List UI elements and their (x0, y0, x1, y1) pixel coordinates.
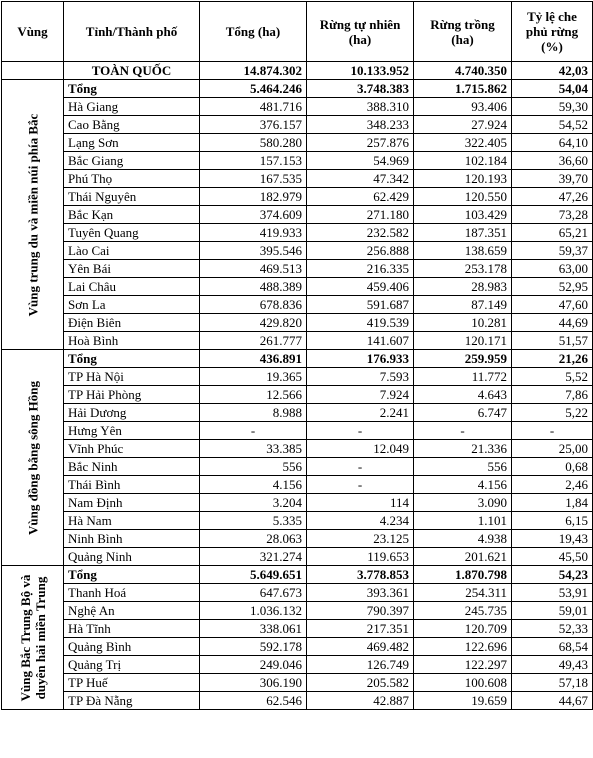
province-row (2, 170, 593, 188)
total-area: 182.979 (200, 188, 307, 206)
province-name: Bắc Giang (64, 152, 200, 170)
province-row (2, 440, 593, 458)
total-area: 678.836 (200, 296, 307, 314)
cover-rate: 44,69 (512, 314, 593, 332)
cover-rate: 47,60 (512, 296, 593, 314)
natural-forest: 348.233 (307, 116, 414, 134)
province-row (2, 152, 593, 170)
natural-forest: - (307, 476, 414, 494)
total-area: 647.673 (200, 584, 307, 602)
planted-forest: 253.178 (414, 260, 512, 278)
planted-forest: 245.735 (414, 602, 512, 620)
province-row (2, 386, 593, 404)
planted-forest: 201.621 (414, 548, 512, 566)
header-cover-rate: Tỷ lệ che phủ rừng (%) (512, 2, 593, 62)
planted-forest: 19.659 (414, 692, 512, 710)
planted-forest: 93.406 (414, 98, 512, 116)
province-row (2, 602, 593, 620)
total-area: 419.933 (200, 224, 307, 242)
header-natural-forest: Rừng tự nhiên (ha) (307, 2, 414, 62)
planted-forest: 4.156 (414, 476, 512, 494)
province-row (2, 404, 593, 422)
natural-forest: 393.361 (307, 584, 414, 602)
province-row (2, 548, 593, 566)
planted-forest: 27.924 (414, 116, 512, 134)
planted-forest: 4.643 (414, 386, 512, 404)
province-row (2, 98, 593, 116)
cover-rate: 64,10 (512, 134, 593, 152)
planted-forest: 6.747 (414, 404, 512, 422)
natural-forest: 176.933 (307, 350, 414, 368)
natural-forest: 42.887 (307, 692, 414, 710)
province-name: Hưng Yên (64, 422, 200, 440)
province-name: TP Hải Phòng (64, 386, 200, 404)
cover-rate: 65,21 (512, 224, 593, 242)
province-row (2, 188, 593, 206)
province-name: Cao Bằng (64, 116, 200, 134)
region-total-row (2, 80, 593, 98)
province-name: Lai Châu (64, 278, 200, 296)
total-area: 395.546 (200, 242, 307, 260)
total-area: 321.274 (200, 548, 307, 566)
header-row (2, 2, 593, 62)
province-name: Hà Giang (64, 98, 200, 116)
region-total-row (2, 350, 593, 368)
natural-forest: 7.593 (307, 368, 414, 386)
province-row (2, 260, 593, 278)
planted-forest: 1.715.862 (414, 80, 512, 98)
province-name: Sơn La (64, 296, 200, 314)
total-area: 338.061 (200, 620, 307, 638)
province-row (2, 242, 593, 260)
total-area: 5.649.651 (200, 566, 307, 584)
planted-forest: 21.336 (414, 440, 512, 458)
planted-forest: 100.608 (414, 674, 512, 692)
natural-forest: 12.049 (307, 440, 414, 458)
natural-forest: 388.310 (307, 98, 414, 116)
region-name-cell (2, 350, 64, 566)
province-name: Nam Định (64, 494, 200, 512)
cover-rate: 68,54 (512, 638, 593, 656)
cover-rate: 39,70 (512, 170, 593, 188)
natural-forest: 47.342 (307, 170, 414, 188)
total-area: 62.546 (200, 692, 307, 710)
province-name: TP Đà Nẵng (64, 692, 200, 710)
province-row (2, 134, 593, 152)
total-area: 374.609 (200, 206, 307, 224)
cover-rate: 47,26 (512, 188, 593, 206)
national-total: 14.874.302 (200, 62, 307, 80)
national-natural: 10.133.952 (307, 62, 414, 80)
province-name: Hải Dương (64, 404, 200, 422)
cover-rate: 54,04 (512, 80, 593, 98)
total-area: - (200, 422, 307, 440)
total-area: 1.036.132 (200, 602, 307, 620)
cover-rate: 57,18 (512, 674, 593, 692)
province-row (2, 584, 593, 602)
planted-forest: - (414, 422, 512, 440)
province-name: Tuyên Quang (64, 224, 200, 242)
province-row (2, 116, 593, 134)
natural-forest: 3.748.383 (307, 80, 414, 98)
forest-cover-table (1, 1, 593, 710)
cover-rate: 19,43 (512, 530, 593, 548)
natural-forest: 257.876 (307, 134, 414, 152)
total-area: 436.891 (200, 350, 307, 368)
total-area: 592.178 (200, 638, 307, 656)
province-name: Quảng Bình (64, 638, 200, 656)
planted-forest: 322.405 (414, 134, 512, 152)
cover-rate: 59,30 (512, 98, 593, 116)
province-name: Tổng (64, 566, 200, 584)
natural-forest: 23.125 (307, 530, 414, 548)
province-name: Hoà Bình (64, 332, 200, 350)
cover-rate: 51,57 (512, 332, 593, 350)
natural-forest: 3.778.853 (307, 566, 414, 584)
region-name-line: Vùng Bắc Trung Bộ và (17, 574, 33, 701)
cover-rate: 0,68 (512, 458, 593, 476)
planted-forest: 138.659 (414, 242, 512, 260)
total-area: 376.157 (200, 116, 307, 134)
province-name: Hà Tĩnh (64, 620, 200, 638)
planted-forest: 102.184 (414, 152, 512, 170)
province-name: Thái Nguyên (64, 188, 200, 206)
province-row (2, 620, 593, 638)
province-name: TP Hà Nội (64, 368, 200, 386)
cover-rate: 59,37 (512, 242, 593, 260)
cover-rate: 44,67 (512, 692, 593, 710)
cover-rate: 73,28 (512, 206, 593, 224)
natural-forest: 256.888 (307, 242, 414, 260)
cover-rate: 2,46 (512, 476, 593, 494)
total-area: 33.385 (200, 440, 307, 458)
cover-rate: - (512, 422, 593, 440)
province-row (2, 278, 593, 296)
cover-rate: 1,84 (512, 494, 593, 512)
natural-forest: 591.687 (307, 296, 414, 314)
natural-forest: 216.335 (307, 260, 414, 278)
cover-rate: 52,33 (512, 620, 593, 638)
province-name: Bắc Kạn (64, 206, 200, 224)
total-area: 481.716 (200, 98, 307, 116)
province-name: Nghệ An (64, 602, 200, 620)
province-row (2, 332, 593, 350)
province-row (2, 422, 593, 440)
province-name: Thanh Hoá (64, 584, 200, 602)
region-name (18, 574, 48, 701)
natural-forest: 4.234 (307, 512, 414, 530)
planted-forest: 103.429 (414, 206, 512, 224)
planted-forest: 4.938 (414, 530, 512, 548)
province-name: Ninh Bình (64, 530, 200, 548)
province-row (2, 494, 593, 512)
province-name: Phú Thọ (64, 170, 200, 188)
total-area: 8.988 (200, 404, 307, 422)
natural-forest: 119.653 (307, 548, 414, 566)
national-row (2, 62, 593, 80)
planted-forest: 120.193 (414, 170, 512, 188)
planted-forest: 187.351 (414, 224, 512, 242)
province-name: Tổng (64, 350, 200, 368)
cover-rate: 59,01 (512, 602, 593, 620)
cover-rate: 63,00 (512, 260, 593, 278)
province-name: Lạng Sơn (64, 134, 200, 152)
province-name: Thái Bình (64, 476, 200, 494)
province-name: TP Huế (64, 674, 200, 692)
province-row (2, 458, 593, 476)
province-row (2, 314, 593, 332)
planted-forest: 254.311 (414, 584, 512, 602)
province-row (2, 296, 593, 314)
cover-rate: 7,86 (512, 386, 593, 404)
national-empty-cell (2, 62, 64, 80)
planted-forest: 122.696 (414, 638, 512, 656)
province-row (2, 674, 593, 692)
cover-rate: 36,60 (512, 152, 593, 170)
national-planted: 4.740.350 (414, 62, 512, 80)
planted-forest: 556 (414, 458, 512, 476)
natural-forest: 469.482 (307, 638, 414, 656)
natural-forest: 2.241 (307, 404, 414, 422)
header-total: Tổng (ha) (200, 2, 307, 62)
cover-rate: 45,50 (512, 548, 593, 566)
total-area: 19.365 (200, 368, 307, 386)
cover-rate: 21,26 (512, 350, 593, 368)
province-row (2, 476, 593, 494)
region-name-cell (2, 80, 64, 350)
natural-forest: 141.607 (307, 332, 414, 350)
planted-forest: 120.550 (414, 188, 512, 206)
cover-rate: 6,15 (512, 512, 593, 530)
total-area: 5.335 (200, 512, 307, 530)
natural-forest: 54.969 (307, 152, 414, 170)
region-name: Vùng đồng bằng sông Hồng (25, 380, 40, 535)
total-area: 306.190 (200, 674, 307, 692)
region-name-cell (2, 566, 64, 710)
province-row (2, 368, 593, 386)
natural-forest: 205.582 (307, 674, 414, 692)
header-province: Tỉnh/Thành phố (64, 2, 200, 62)
province-row (2, 206, 593, 224)
cover-rate: 52,95 (512, 278, 593, 296)
province-row (2, 224, 593, 242)
natural-forest: 790.397 (307, 602, 414, 620)
header-region: Vùng (2, 2, 64, 62)
region-name-line: duyên hải miền Trung (32, 576, 48, 699)
cover-rate: 53,91 (512, 584, 593, 602)
province-name: Lào Cai (64, 242, 200, 260)
cover-rate: 5,52 (512, 368, 593, 386)
planted-forest: 28.983 (414, 278, 512, 296)
planted-forest: 3.090 (414, 494, 512, 512)
total-area: 429.820 (200, 314, 307, 332)
natural-forest: 114 (307, 494, 414, 512)
province-name: Vĩnh Phúc (64, 440, 200, 458)
planted-forest: 87.149 (414, 296, 512, 314)
total-area: 249.046 (200, 656, 307, 674)
total-area: 12.566 (200, 386, 307, 404)
planted-forest: 10.281 (414, 314, 512, 332)
planted-forest: 1.870.798 (414, 566, 512, 584)
province-row (2, 530, 593, 548)
cover-rate: 54,52 (512, 116, 593, 134)
cover-rate: 25,00 (512, 440, 593, 458)
planted-forest: 120.171 (414, 332, 512, 350)
header-planted-forest: Rừng trồng (ha) (414, 2, 512, 62)
province-row (2, 638, 593, 656)
natural-forest: 7.924 (307, 386, 414, 404)
cover-rate: 5,22 (512, 404, 593, 422)
region-total-row (2, 566, 593, 584)
natural-forest: - (307, 422, 414, 440)
total-area: 167.535 (200, 170, 307, 188)
total-area: 4.156 (200, 476, 307, 494)
region-name: Vùng trung du và miền núi phía Bắc (25, 113, 40, 316)
planted-forest: 259.959 (414, 350, 512, 368)
total-area: 469.513 (200, 260, 307, 278)
province-row (2, 656, 593, 674)
natural-forest: 62.429 (307, 188, 414, 206)
natural-forest: 232.582 (307, 224, 414, 242)
natural-forest: - (307, 458, 414, 476)
natural-forest: 217.351 (307, 620, 414, 638)
province-name: Hà Nam (64, 512, 200, 530)
total-area: 488.389 (200, 278, 307, 296)
total-area: 3.204 (200, 494, 307, 512)
province-name: Quảng Trị (64, 656, 200, 674)
cover-rate: 49,43 (512, 656, 593, 674)
total-area: 28.063 (200, 530, 307, 548)
total-area: 157.153 (200, 152, 307, 170)
total-area: 261.777 (200, 332, 307, 350)
total-area: 556 (200, 458, 307, 476)
natural-forest: 126.749 (307, 656, 414, 674)
province-name: Tổng (64, 80, 200, 98)
province-row (2, 692, 593, 710)
province-name: Yên Bái (64, 260, 200, 278)
natural-forest: 271.180 (307, 206, 414, 224)
planted-forest: 120.709 (414, 620, 512, 638)
planted-forest: 122.297 (414, 656, 512, 674)
province-name: Bắc Ninh (64, 458, 200, 476)
natural-forest: 459.406 (307, 278, 414, 296)
national-label: TOÀN QUỐC (64, 62, 200, 80)
province-name: Quảng Ninh (64, 548, 200, 566)
cover-rate: 54,23 (512, 566, 593, 584)
planted-forest: 11.772 (414, 368, 512, 386)
province-name: Điện Biên (64, 314, 200, 332)
planted-forest: 1.101 (414, 512, 512, 530)
natural-forest: 419.539 (307, 314, 414, 332)
national-cover: 42,03 (512, 62, 593, 80)
province-row (2, 512, 593, 530)
total-area: 580.280 (200, 134, 307, 152)
total-area: 5.464.246 (200, 80, 307, 98)
